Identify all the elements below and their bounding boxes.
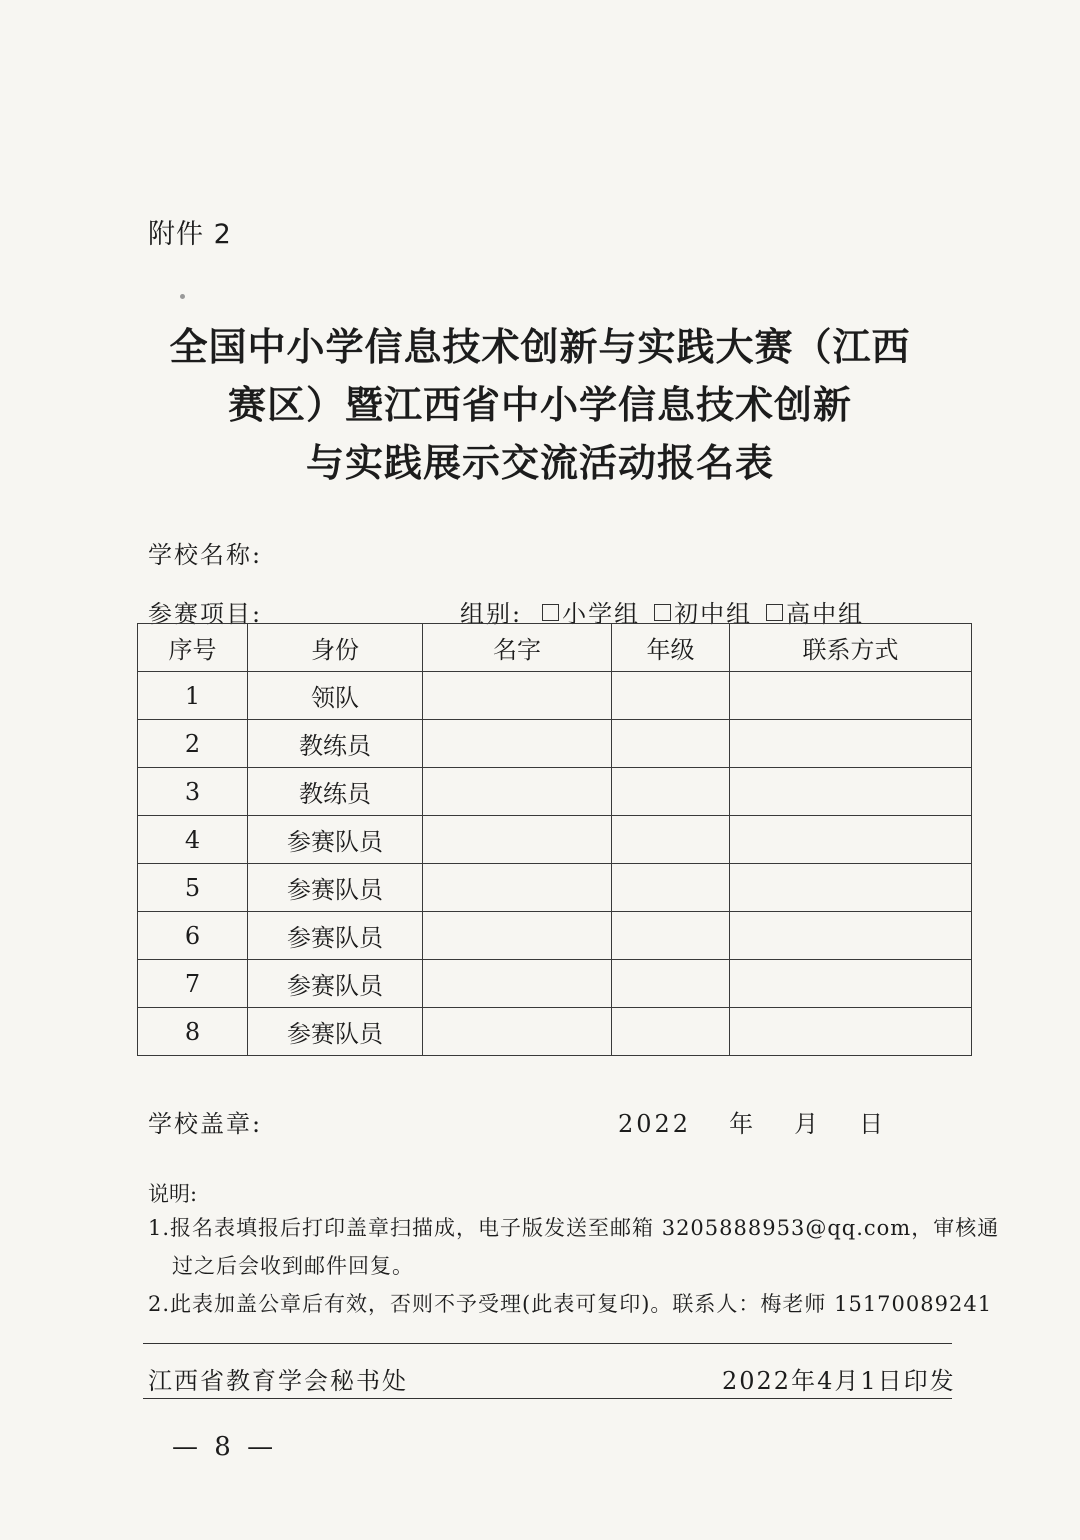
checkbox-senior[interactable] (766, 604, 783, 621)
seal-date (618, 1104, 924, 1139)
cell-contact[interactable] (730, 912, 972, 960)
table-row (138, 720, 972, 768)
cell-role: 教练员 (248, 720, 423, 768)
checkbox-primary[interactable] (542, 604, 559, 621)
cell-name[interactable] (423, 864, 612, 912)
cell-contact[interactable] (730, 864, 972, 912)
cell-no: 6 (138, 912, 248, 960)
page-number: — 8 — (172, 1432, 278, 1462)
cell-grade[interactable] (612, 720, 730, 768)
cell-contact[interactable] (730, 960, 972, 1008)
project-label: 参赛项目: (148, 600, 263, 628)
table-header-row (138, 624, 972, 672)
cell-role: 参赛队员 (248, 912, 423, 960)
cell-no: 2 (138, 720, 248, 768)
school-name-label: 学校名称: (148, 541, 263, 569)
attachment-label: 附件 2 (148, 219, 232, 250)
cell-name[interactable] (423, 912, 612, 960)
cell-grade[interactable] (612, 672, 730, 720)
seal-day-unit: 日 (859, 1110, 887, 1138)
issuer: 江西省教育学会秘书处 (148, 1367, 408, 1395)
note-1: 1.报名表填报后打印盖章扫描成，电子版发送至邮箱 3205888953@qq.com，审核通 (148, 1216, 1000, 1240)
header-contact: 联系方式 (730, 624, 972, 672)
footer-bottom-rule (143, 1398, 952, 1399)
cell-name[interactable] (423, 1008, 612, 1056)
seal-month-unit: 月 (794, 1110, 822, 1138)
notes-title: 说明: (148, 1182, 198, 1206)
cell-role: 领队 (248, 672, 423, 720)
table-row (138, 864, 972, 912)
cell-contact[interactable] (730, 816, 972, 864)
cell-no: 4 (138, 816, 248, 864)
cell-role: 参赛队员 (248, 960, 423, 1008)
issue-date: 2022年4月1日印发 (722, 1367, 956, 1395)
cell-contact[interactable] (730, 720, 972, 768)
footer-top-rule (143, 1343, 952, 1344)
title-line-1: 全国中小学信息技术创新与实践大赛（江西 (169, 325, 911, 369)
table-row (138, 960, 972, 1008)
group-label: 组别: (460, 600, 523, 628)
cell-no: 7 (138, 960, 248, 1008)
cell-grade[interactable] (612, 960, 730, 1008)
cell-no: 8 (138, 1008, 248, 1056)
school-seal-label: 学校盖章: (148, 1110, 263, 1138)
cell-name[interactable] (423, 720, 612, 768)
cell-name[interactable] (423, 960, 612, 1008)
cell-role: 参赛队员 (248, 1008, 423, 1056)
header-grade: 年级 (612, 624, 730, 672)
checkbox-junior[interactable] (654, 604, 671, 621)
table-row (138, 672, 972, 720)
cell-contact[interactable] (730, 1008, 972, 1056)
title-line-2: 赛区）暨江西省中小学信息技术创新 (227, 383, 852, 427)
title-line-3: 与实践展示交流活动报名表 (305, 441, 774, 485)
group-option-primary: 小学组 (562, 600, 641, 628)
note-2: 2.此表加盖公章后有效，否则不予受理(此表可复印)。联系人：梅老师 15170089241 (148, 1292, 993, 1316)
table-row (138, 816, 972, 864)
header-name: 名字 (423, 624, 612, 672)
cell-grade[interactable] (612, 816, 730, 864)
cell-name[interactable] (423, 768, 612, 816)
header-no: 序号 (138, 624, 248, 672)
cell-contact[interactable] (730, 672, 972, 720)
table-row (138, 1008, 972, 1056)
cell-grade[interactable] (612, 864, 730, 912)
cell-contact[interactable] (730, 768, 972, 816)
cell-no: 1 (138, 672, 248, 720)
cell-role: 教练员 (248, 768, 423, 816)
group-option-junior: 初中组 (674, 600, 753, 628)
cell-name[interactable] (423, 816, 612, 864)
cell-grade[interactable] (612, 912, 730, 960)
note-1-continued: 过之后会收到邮件回复。 (172, 1254, 414, 1278)
table-row (138, 912, 972, 960)
seal-year: 2022 (618, 1110, 692, 1138)
cell-no: 5 (138, 864, 248, 912)
cell-no: 3 (138, 768, 248, 816)
registration-table (137, 623, 972, 1056)
cell-grade[interactable] (612, 768, 730, 816)
table-row (138, 768, 972, 816)
cell-grade[interactable] (612, 1008, 730, 1056)
group-option-senior: 高中组 (786, 600, 865, 628)
cell-role: 参赛队员 (248, 864, 423, 912)
header-role: 身份 (248, 624, 423, 672)
speck-mark (180, 294, 185, 299)
cell-role: 参赛队员 (248, 816, 423, 864)
seal-year-unit: 年 (729, 1110, 757, 1138)
cell-name[interactable] (423, 672, 612, 720)
